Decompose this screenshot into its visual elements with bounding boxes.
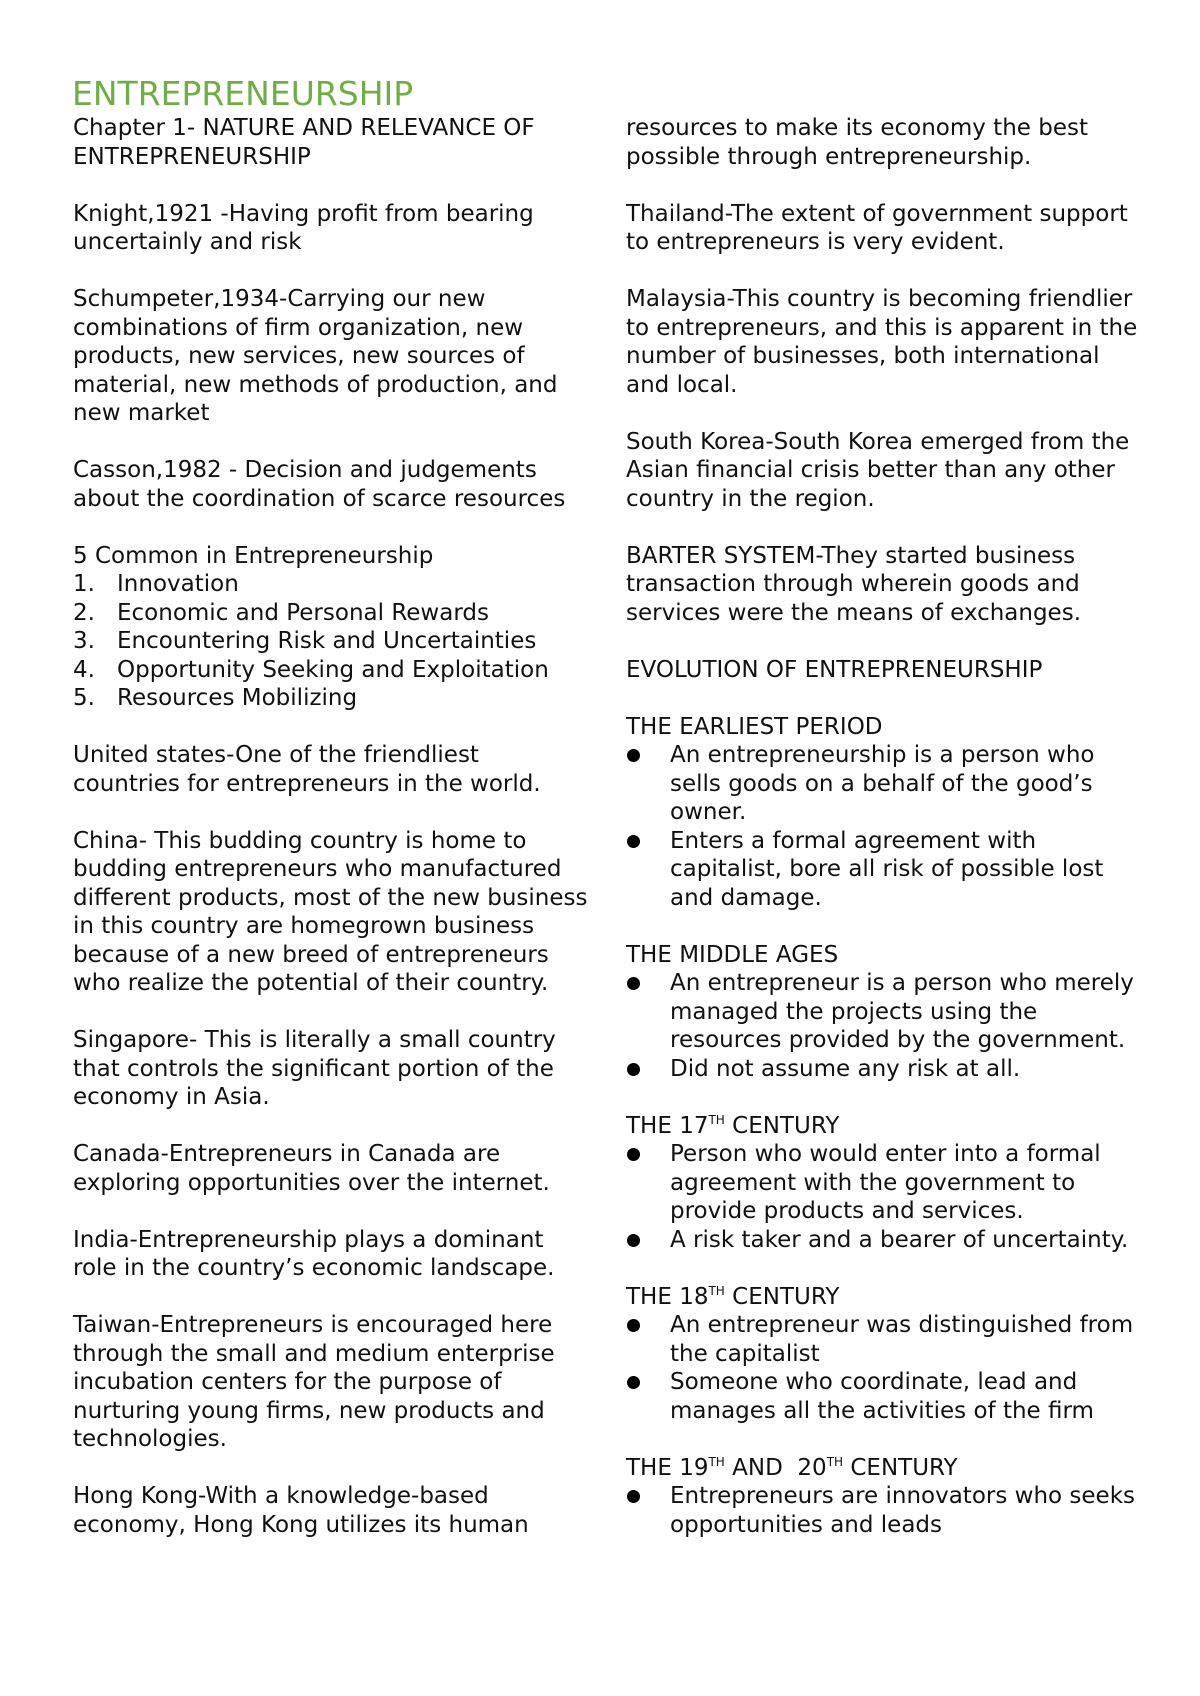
evolution-heading: EVOLUTION OF ENTREPRENEURSHIP: [626, 656, 1043, 683]
bullet-icon: [626, 741, 670, 827]
document-title: ENTREPRENEURSHIP: [72, 74, 414, 113]
period-list-earliest: [626, 741, 1146, 912]
list-item: A risk taker and a bearer of uncertainty.: [626, 1226, 1146, 1255]
country-thailand: Thailand-The extent of government support to entrepreneurs is very evident.: [626, 200, 1128, 255]
country-taiwan: Taiwan-Entrepreneurs is encouraged here through the small and medium enterprise incubation centers for the purpose of nurturing young firms, new products and technologies.: [73, 1312, 555, 1452]
list-item: Someone who coordinate, lead and manages all the activities of the firm: [626, 1368, 1146, 1425]
list-item: 3. Encountering Risk and Uncertainties: [73, 628, 537, 654]
country-canada: Canada-Entrepreneurs in Canada are exploring opportunities over the internet.: [73, 1141, 550, 1196]
period-list-18th: [626, 1311, 1146, 1425]
bullet-icon: [626, 1368, 670, 1425]
bullet-icon: [626, 1140, 670, 1226]
period-heading-17th: THE 17TH CENTURY: [626, 1112, 840, 1139]
hong-kong-continuation: resources to make its economy the best possible through entrepreneurship.: [626, 115, 1088, 170]
bullet-icon: [626, 969, 670, 1055]
country-united-states: United states-One of the friendliest countries for entrepreneurs in the world.: [73, 742, 541, 797]
definition-knight: Knight,1921 -Having profit from bearing uncertainly and risk: [73, 200, 534, 255]
definition-schumpeter: Schumpeter,1934-Carrying our new combinations of firm organization, new products, new services, new sources of material, new methods of production, and new market: [73, 286, 558, 426]
period-heading-earliest: THE EARLIEST PERIOD: [626, 713, 883, 740]
list-item: Entrepreneurs are innovators who seeks opportunities and leads: [626, 1482, 1146, 1539]
period-list-middle-ages: [626, 969, 1146, 1083]
bullet-icon: [626, 1311, 670, 1368]
barter-system: BARTER SYSTEM-They started business transaction through wherein goods and services were the means of exchanges.: [626, 542, 1082, 626]
list-item: Did not assume any risk at all.: [626, 1055, 1146, 1084]
bullet-icon: [626, 1482, 670, 1539]
left-column: [73, 114, 593, 1539]
country-malaysia: Malaysia-This country is becoming friendlier to entrepreneurs, and this is apparent in the number of businesses, both international and local.: [626, 286, 1138, 398]
list-item: An entrepreneurship is a person who sells goods on a behalf of the good’s owner.: [626, 741, 1146, 827]
list-item: 4. Opportunity Seeking and Exploitation: [73, 656, 549, 683]
country-india: India-Entrepreneurship plays a dominant role in the country’s economic landscape.: [73, 1226, 555, 1281]
list-item: 2. Economic and Personal Rewards: [73, 599, 489, 626]
definition-casson: Casson,1982 - Decision and judgements about the coordination of scarce resources: [73, 457, 566, 512]
list-item: Enters a formal agreement with capitalist, bore all risk of possible lost and damage.: [626, 827, 1146, 913]
common-list: [73, 570, 593, 713]
list-item: Person who would enter into a formal agreement with the government to provide products and services.: [626, 1140, 1146, 1226]
list-item: 1. Innovation: [73, 571, 239, 597]
list-item: 5. Resources Mobilizing: [73, 685, 358, 711]
country-south-korea: South Korea-South Korea emerged from the Asian financial crisis better than any other country in the region.: [626, 428, 1130, 512]
period-heading-middle-ages: THE MIDDLE AGES: [626, 941, 839, 968]
period-list-17th: [626, 1140, 1146, 1254]
bullet-icon: [626, 1226, 670, 1255]
right-column: [626, 114, 1146, 1539]
bullet-icon: [626, 827, 670, 913]
period-heading-18th: THE 18TH CENTURY: [626, 1283, 840, 1310]
country-hong-kong: Hong Kong-With a knowledge-based economy, Hong Kong utilizes its human: [73, 1483, 529, 1538]
period-list-19th-20th: [626, 1482, 1146, 1539]
list-item: An entrepreneur was distinguished from the capitalist: [626, 1311, 1146, 1368]
period-heading-19th-20th: THE 19TH AND 20TH CENTURY: [626, 1454, 958, 1481]
common-heading: 5 Common in Entrepreneurship: [73, 542, 434, 569]
chapter-heading: Chapter 1- NATURE AND RELEVANCE OF ENTREPRENEURSHIP: [73, 115, 535, 170]
bullet-icon: [626, 1055, 670, 1084]
list-item: An entrepreneur is a person who merely managed the projects using the resources provided by the government.: [626, 969, 1146, 1055]
country-singapore: Singapore- This is literally a small country that controls the significant portion of the economy in Asia.: [73, 1027, 556, 1110]
country-china: China- This budding country is home to budding entrepreneurs who manufactured different products, most of the new business in this country are homegrown business because of a new breed of entrepreneurs who realize the potential of their country.: [73, 827, 588, 996]
